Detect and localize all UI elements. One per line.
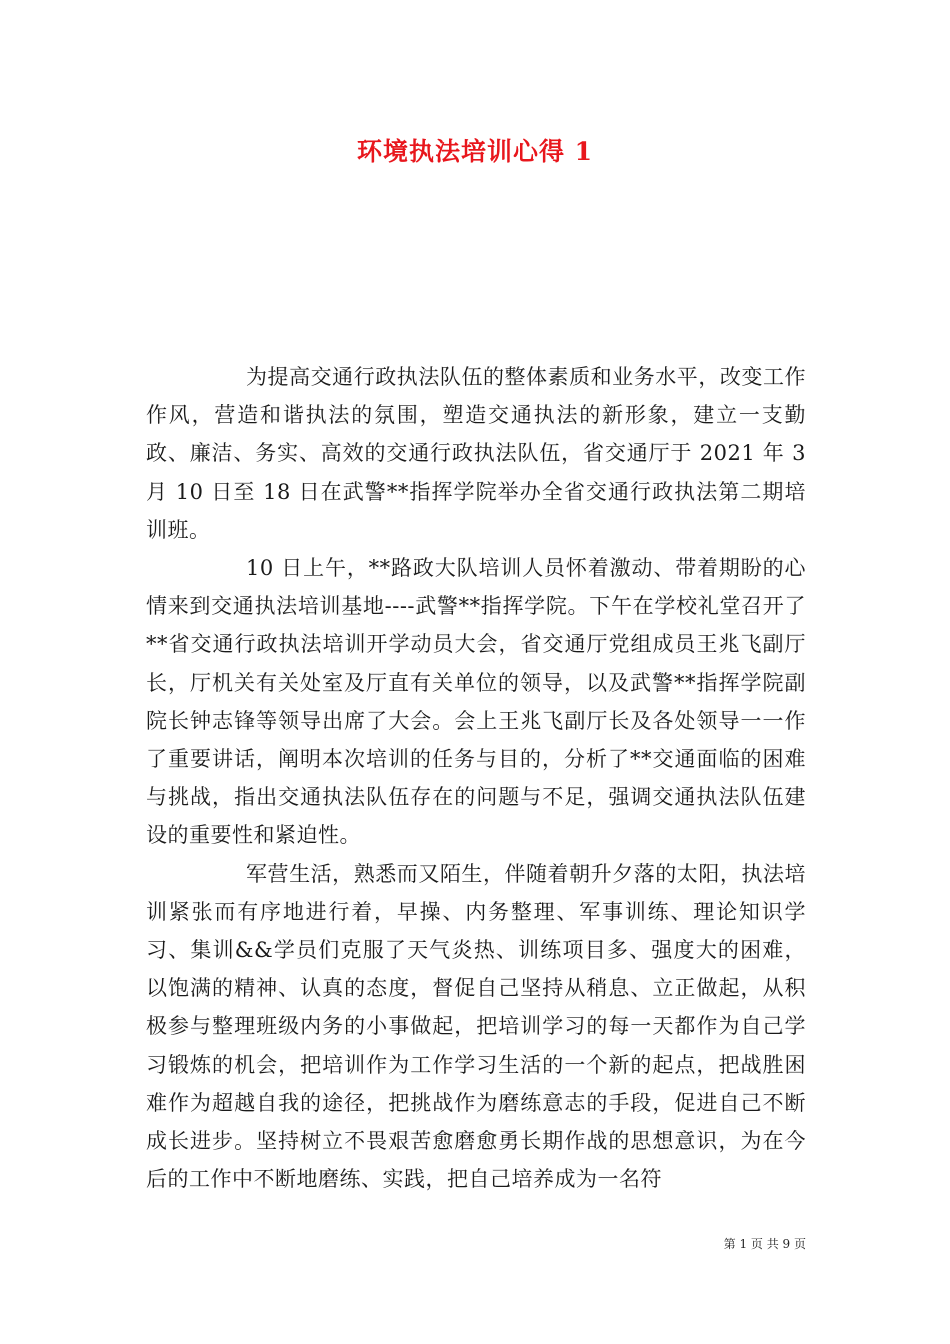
paragraph-1: 为提高交通行政执法队伍的整体素质和业务水平，改变工作作风，营造和谐执法的氛围，塑造交通执法的新形象，建立一支勤政、廉洁、务实、高效的交通行政执法队伍，省交通厅于 2021 年 3 月 10 日至 18 日在武警**指挥学院举办全省交通行政执法第二期培训班。 <box>146 365 806 542</box>
page-number-footer: 第 1 页 共 9 页 <box>723 1237 806 1251</box>
document-title: 环境执法培训心得 1 <box>356 137 594 166</box>
paragraph-2: 10 日上午，**路政大队培训人员怀着激动、带着期盼的心情来到交通执法培训基地----武警**指挥学院。下午在学校礼堂召开了**省交通行政执法培训开学动员大会，省交通厅党组成员王兆飞副厅长，厅机关有关处室及厅直有关单位的领导，以及武警**指挥学院副院长钟志锋等领导出席了大会。会上王兆飞副厅长及各处领导一一作了重要讲话，阐明本次培训的任务与目的，分析了**交通面临的困难与挑战，指出交通执法队伍存在的问题与不足，强调交通执法队伍建设的重要性和紧迫性。 <box>146 556 806 848</box>
document-body <box>146 358 806 1198</box>
paragraph-3: 军营生活，熟悉而又陌生，伴随着朝升夕落的太阳，执法培训紧张而有序地进行着，早操、内务整理、军事训练、理论知识学习、集训&&学员们克服了天气炎热、训练项目多、强度大的困难，以饱满的精神、认真的态度，督促自己坚持从稍息、立正做起，从积极参与整理班级内务的小事做起，把培训学习的每一天都作为自己学习锻炼的机会，把培训作为工作学习生活的一个新的起点，把战胜困难作为超越自我的途径，把挑战作为磨练意志的手段，促进自己不断成长进步。坚持树立不畏艰苦愈磨愈勇长期作战的思想意识，为在今后的工作中不断地磨练、实践，把自己培养成为一名符 <box>146 861 806 1192</box>
